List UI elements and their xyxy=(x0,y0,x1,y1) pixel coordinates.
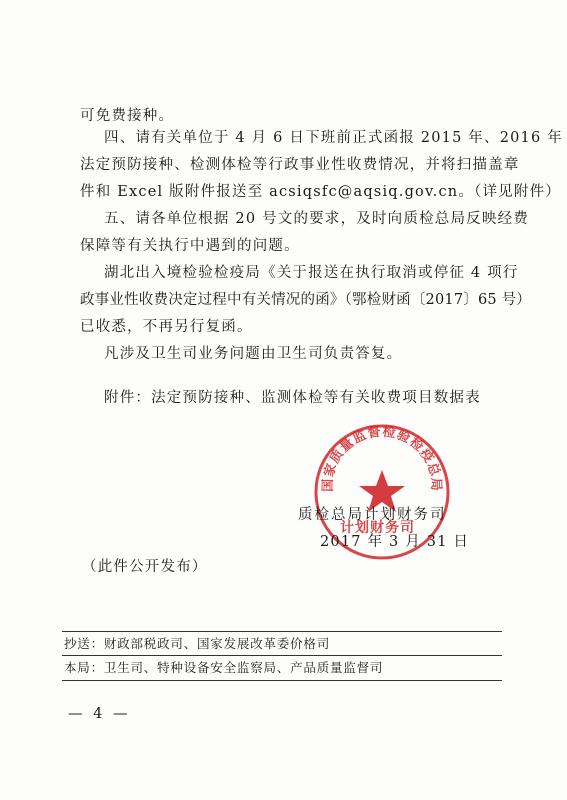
internal-line: 本局：卫生司、特种设备安全监察局、产品质量监督司 xyxy=(64,660,384,675)
signature-date: 2017 年 3 月 31 日 xyxy=(320,534,470,550)
attachment-note: 附件：法定预防接种、监测体检等有关收费项目数据表 xyxy=(104,390,481,406)
seal-bottom-text: 计划财务司 xyxy=(340,520,415,536)
cc-bottom-rule xyxy=(62,680,502,681)
health-note: 凡涉及卫生司业务问题由卫生司负责答复。 xyxy=(104,346,403,362)
cc-middle-rule xyxy=(62,655,502,656)
item5-line2: 保障等有关执行中遇到的问题。 xyxy=(80,238,300,254)
signature-department: 质检总局计划财务司 xyxy=(298,507,447,523)
text-line-continuation: 可免费接种。 xyxy=(80,108,175,124)
cc-top-rule xyxy=(62,631,502,632)
page-number: — 4 — xyxy=(68,706,131,722)
cc-line: 抄送：财政部税政司、国家发展改革委价格司 xyxy=(64,636,331,651)
item4-line1: 四、请有关单位于 4 月 6 日下班前正式函报 2015 年、2016 年 xyxy=(104,130,563,146)
item4-line3: 件和 Excel 版附件报送至 acsiqsfc@aqsiq.gov.cn。（详见附件） xyxy=(80,184,561,200)
hubei-line3: 已收悉，不再另行复函。 xyxy=(80,319,253,335)
item4-line2: 法定预防接种、检测体检等行政事业性收费情况，并将扫描盖章 xyxy=(80,157,520,173)
hubei-line2: 政事业性收费决定过程中有关情况的函》（鄂检财函〔2017〕65 号） xyxy=(80,292,532,308)
hubei-line1: 湖北出入境检验检疫局《关于报送在执行取消或停征 4 项行 xyxy=(104,265,519,281)
disclosure-note: （此件公开发布） xyxy=(82,559,208,575)
item5-line1: 五、请各单位根据 20 号文的要求，及时向质检总局反映经费 xyxy=(104,211,529,227)
seal-arc-text: 国家质量监督检验检疫总局 xyxy=(320,424,444,492)
